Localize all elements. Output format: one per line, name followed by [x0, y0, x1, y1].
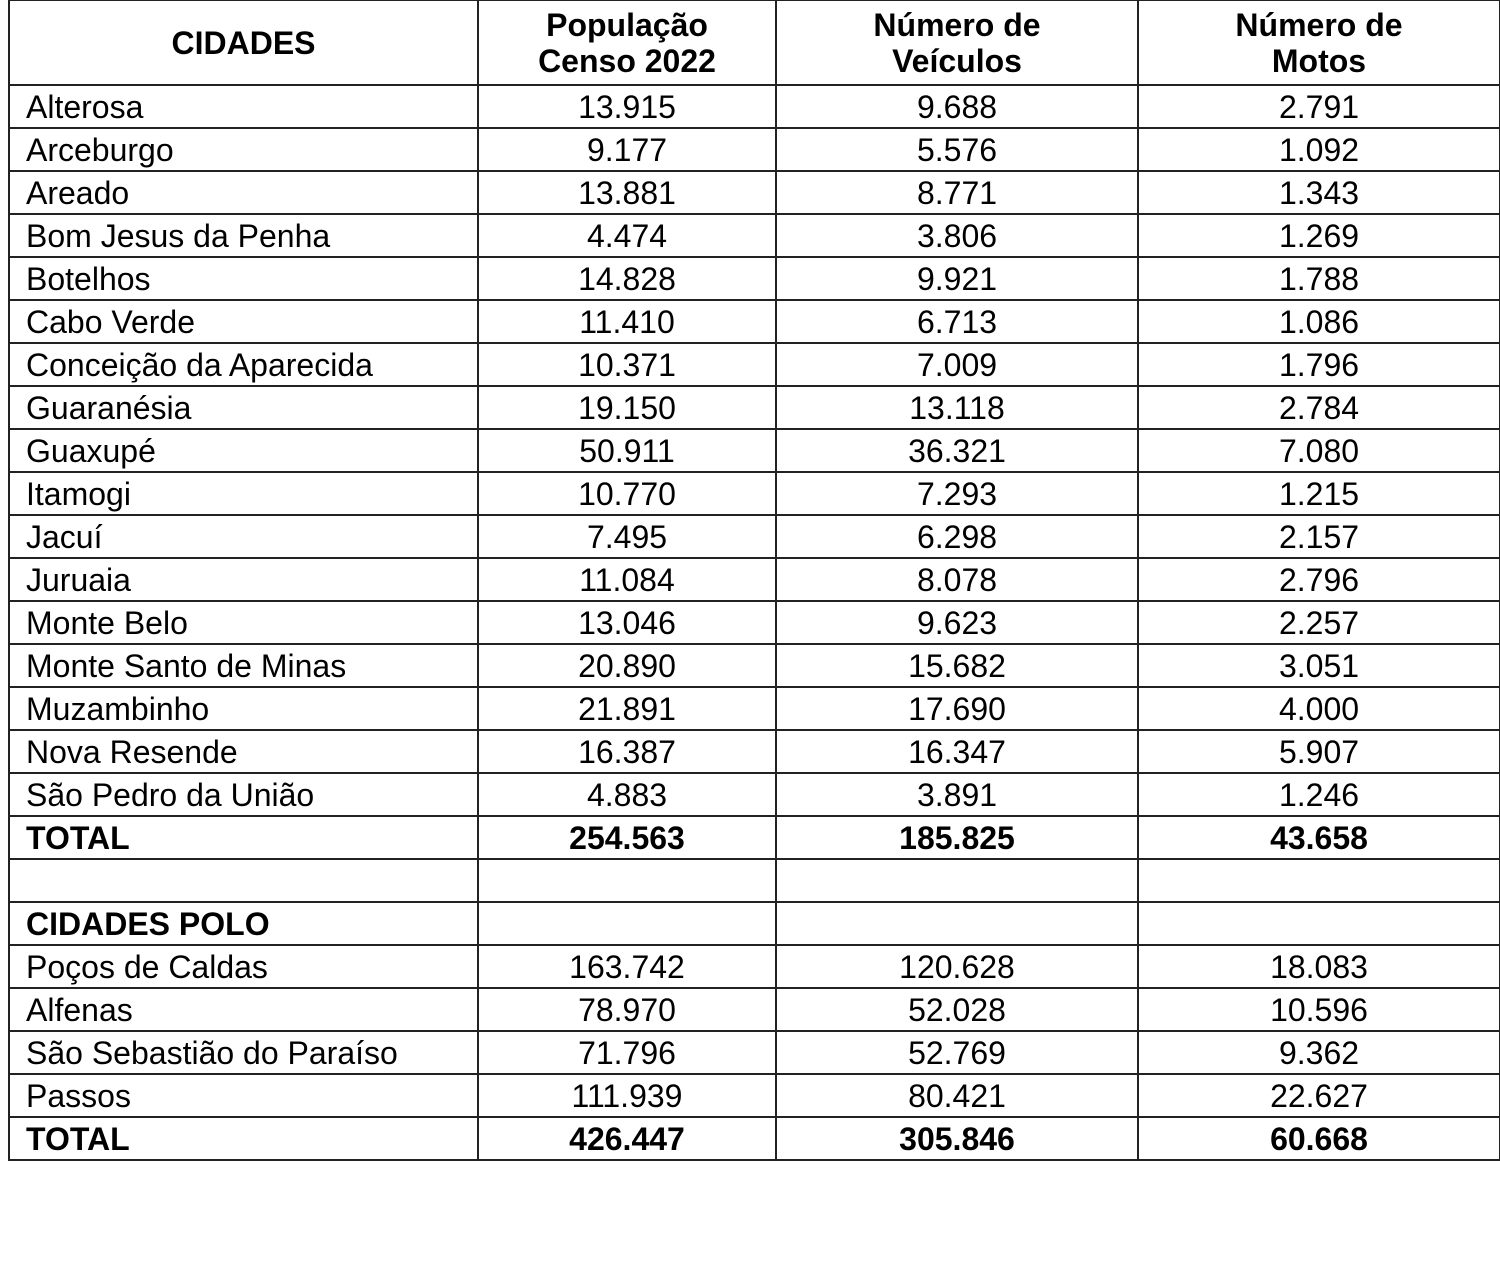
vehicles-cell: 6.298: [776, 515, 1138, 558]
population-cell: 7.495: [478, 515, 776, 558]
table-row: [9, 687, 1500, 730]
vehicles-cell: 7.293: [776, 472, 1138, 515]
motos-cell: 1.796: [1138, 343, 1500, 386]
table-row: [9, 773, 1500, 816]
vehicles-cell: [776, 859, 1138, 902]
vehicles-cell: 36.321: [776, 429, 1138, 472]
vehicles-cell: 52.769: [776, 1031, 1138, 1074]
city-name-cell: Juruaia: [9, 558, 478, 601]
vehicles-cell: 13.118: [776, 386, 1138, 429]
population-cell: 163.742: [478, 945, 776, 988]
city-name-cell: Guaxupé: [9, 429, 478, 472]
header-populacao-line2: Censo 2022: [538, 42, 716, 79]
motos-cell: 1.215: [1138, 472, 1500, 515]
city-name-cell: TOTAL: [9, 816, 478, 859]
motos-cell: 1.086: [1138, 300, 1500, 343]
motos-cell: 4.000: [1138, 687, 1500, 730]
table-row: [9, 558, 1500, 601]
motos-cell: 1.788: [1138, 257, 1500, 300]
population-cell: 9.177: [478, 128, 776, 171]
population-cell: 16.387: [478, 730, 776, 773]
motos-cell: 1.269: [1138, 214, 1500, 257]
vehicles-cell: 3.806: [776, 214, 1138, 257]
motos-cell: 10.596: [1138, 988, 1500, 1031]
vehicles-cell: 6.713: [776, 300, 1138, 343]
motos-cell: 9.362: [1138, 1031, 1500, 1074]
population-cell: 14.828: [478, 257, 776, 300]
city-name-cell: Monte Santo de Minas: [9, 644, 478, 687]
vehicles-cell: 9.921: [776, 257, 1138, 300]
header-cidades: [9, 0, 478, 85]
population-cell: 426.447: [478, 1117, 776, 1160]
vehicles-cell: 15.682: [776, 644, 1138, 687]
table-row: [9, 386, 1500, 429]
vehicles-cell: 8.771: [776, 171, 1138, 214]
motos-cell: 2.784: [1138, 386, 1500, 429]
city-name-cell: Jacuí: [9, 515, 478, 558]
table-row: [9, 945, 1500, 988]
total-row: [9, 1117, 1500, 1160]
population-cell: 20.890: [478, 644, 776, 687]
table-row: [9, 1031, 1500, 1074]
total-row: [9, 816, 1500, 859]
vehicles-cell: 3.891: [776, 773, 1138, 816]
city-name-cell: Arceburgo: [9, 128, 478, 171]
city-name-cell: Areado: [9, 171, 478, 214]
population-cell: 78.970: [478, 988, 776, 1031]
population-cell: 50.911: [478, 429, 776, 472]
table-row: [9, 730, 1500, 773]
vehicles-cell: 120.628: [776, 945, 1138, 988]
header-row: [9, 0, 1500, 85]
population-cell: 13.881: [478, 171, 776, 214]
table-body: [9, 85, 1500, 1160]
vehicles-cell: 17.690: [776, 687, 1138, 730]
motos-cell: 2.257: [1138, 601, 1500, 644]
population-cell: 11.084: [478, 558, 776, 601]
motos-cell: 1.092: [1138, 128, 1500, 171]
section-title-cidades-polo: CIDADES POLO: [9, 902, 478, 945]
motos-cell: 22.627: [1138, 1074, 1500, 1117]
cities-vehicles-table: [8, 0, 1500, 1161]
table-row: [9, 257, 1500, 300]
city-name-cell: Monte Belo: [9, 601, 478, 644]
city-name-cell: Nova Resende: [9, 730, 478, 773]
table-row: [9, 171, 1500, 214]
population-cell: 111.939: [478, 1074, 776, 1117]
city-name-cell: São Sebastião do Paraíso: [9, 1031, 478, 1074]
header-veiculos-line1: Número de: [873, 6, 1041, 43]
city-name-cell: Alterosa: [9, 85, 478, 128]
motos-cell: [1138, 902, 1500, 945]
motos-cell: 18.083: [1138, 945, 1500, 988]
city-name-cell: Alfenas: [9, 988, 478, 1031]
header-veiculos: [776, 0, 1138, 85]
city-name-cell: Bom Jesus da Penha: [9, 214, 478, 257]
motos-cell: 3.051: [1138, 644, 1500, 687]
city-name-cell: Muzambinho: [9, 687, 478, 730]
city-name-cell: Conceição da Aparecida: [9, 343, 478, 386]
population-cell: [478, 859, 776, 902]
table-row: [9, 1074, 1500, 1117]
vehicles-cell: 80.421: [776, 1074, 1138, 1117]
vehicles-cell: 8.078: [776, 558, 1138, 601]
city-name-cell: TOTAL: [9, 1117, 478, 1160]
empty-row: [9, 859, 1500, 902]
motos-cell: 60.668: [1138, 1117, 1500, 1160]
motos-cell: 43.658: [1138, 816, 1500, 859]
population-cell: 19.150: [478, 386, 776, 429]
population-cell: 13.915: [478, 85, 776, 128]
population-cell: 254.563: [478, 816, 776, 859]
city-name-cell: [9, 859, 478, 902]
population-cell: 4.883: [478, 773, 776, 816]
table-row: [9, 343, 1500, 386]
motos-cell: 1.246: [1138, 773, 1500, 816]
city-name-cell: Poços de Caldas: [9, 945, 478, 988]
population-cell: [478, 902, 776, 945]
city-name-cell: Guaranésia: [9, 386, 478, 429]
section-title-row: [9, 902, 1500, 945]
vehicles-cell: 7.009: [776, 343, 1138, 386]
table-row: [9, 214, 1500, 257]
vehicles-cell: 9.623: [776, 601, 1138, 644]
header-populacao-line1: População: [546, 6, 708, 43]
motos-cell: [1138, 859, 1500, 902]
vehicles-cell: 9.688: [776, 85, 1138, 128]
header-populacao: [478, 0, 776, 85]
city-name-cell: São Pedro da União: [9, 773, 478, 816]
population-cell: 10.770: [478, 472, 776, 515]
vehicles-cell: 5.576: [776, 128, 1138, 171]
motos-cell: 2.791: [1138, 85, 1500, 128]
table-row: [9, 644, 1500, 687]
city-name-cell: Botelhos: [9, 257, 478, 300]
motos-cell: 5.907: [1138, 730, 1500, 773]
vehicles-cell: 305.846: [776, 1117, 1138, 1160]
motos-cell: 2.157: [1138, 515, 1500, 558]
population-cell: 11.410: [478, 300, 776, 343]
vehicles-cell: 185.825: [776, 816, 1138, 859]
vehicles-cell: [776, 902, 1138, 945]
header-veiculos-line2: Veículos: [892, 42, 1022, 79]
population-cell: 10.371: [478, 343, 776, 386]
vehicles-cell: 16.347: [776, 730, 1138, 773]
city-name-cell: Itamogi: [9, 472, 478, 515]
population-cell: 71.796: [478, 1031, 776, 1074]
table-row: [9, 128, 1500, 171]
city-name-cell: Passos: [9, 1074, 478, 1117]
motos-cell: 1.343: [1138, 171, 1500, 214]
population-cell: 13.046: [478, 601, 776, 644]
header-motos-line1: Número de: [1235, 6, 1403, 43]
table-row: [9, 515, 1500, 558]
vehicles-cell: 52.028: [776, 988, 1138, 1031]
header-cidades-label: CIDADES: [171, 24, 316, 61]
motos-cell: 7.080: [1138, 429, 1500, 472]
table-row: [9, 601, 1500, 644]
table-row: [9, 988, 1500, 1031]
motos-cell: 2.796: [1138, 558, 1500, 601]
city-name-cell: Cabo Verde: [9, 300, 478, 343]
table-row: [9, 429, 1500, 472]
table-row: [9, 472, 1500, 515]
table-row: [9, 300, 1500, 343]
header-motos: [1138, 0, 1500, 85]
header-motos-line2: Motos: [1271, 42, 1367, 79]
population-cell: 4.474: [478, 214, 776, 257]
population-cell: 21.891: [478, 687, 776, 730]
table-row: [9, 85, 1500, 128]
